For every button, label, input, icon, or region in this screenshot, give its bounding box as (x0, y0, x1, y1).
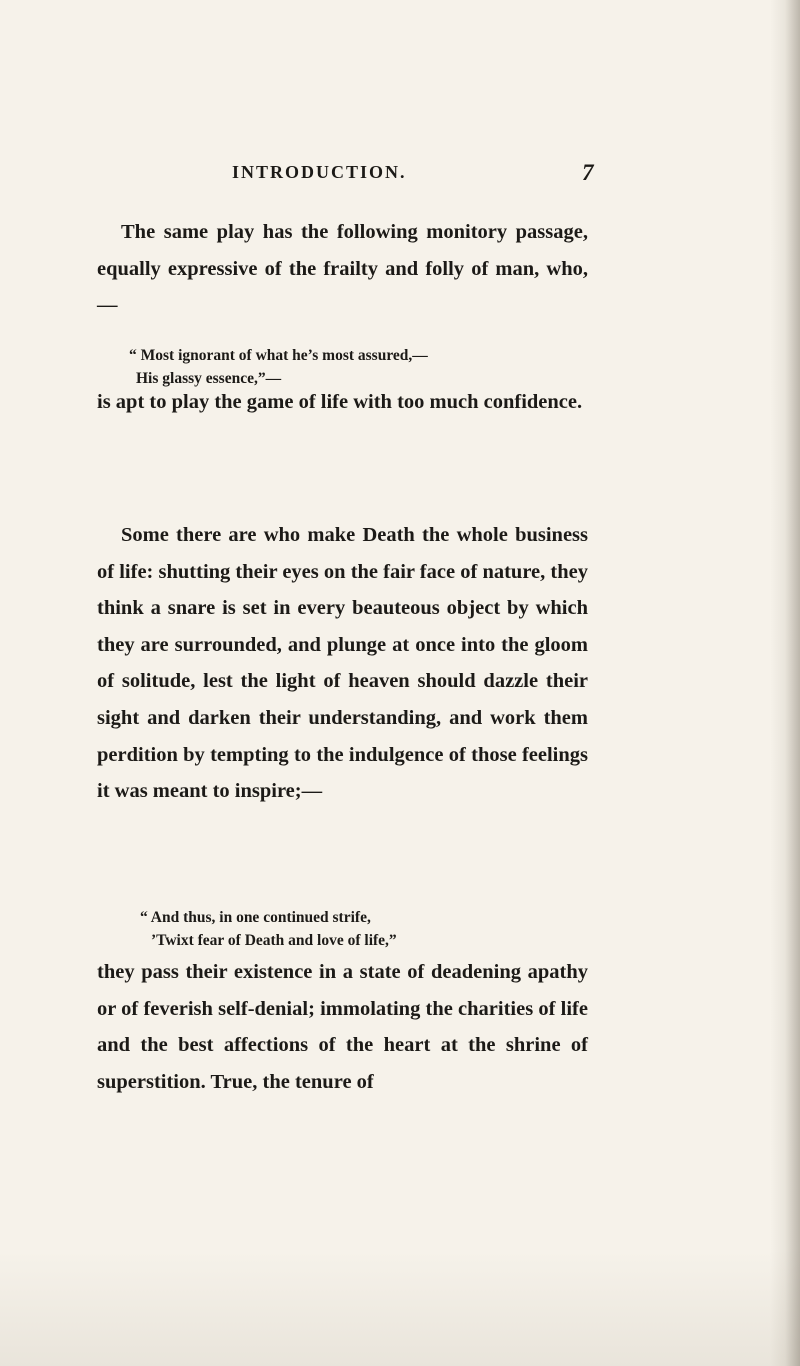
paragraph-2: is apt to play the game of life with too much confidence. (97, 391, 583, 413)
running-header (0, 162, 800, 192)
page-number: 7 (582, 160, 594, 185)
paragraph-1: The same play has the following monitory passage, equally expressive of the frailty and folly of man, who,— (97, 221, 588, 317)
quote-2-line-1: “ And thus, in one continued strife, (140, 909, 371, 926)
header-title: INTRODUCTION. (232, 162, 407, 182)
paragraph-4: they pass their existence in a state of deadening apathy or of feverish self-denial; immolating the charities of life and the best affections of the heart at the shrine of superstition. True, the tenure of (97, 961, 588, 1093)
block-quote-2 (140, 906, 397, 952)
quote-1-line-1: “ Most ignorant of what he’s most assured,— (129, 347, 428, 364)
quote-2-line-2: ’Twixt fear of Death and love of life,” (151, 932, 397, 949)
quote-1-line-2: His glassy essence,”— (136, 370, 282, 387)
paragraph-3: Some there are who make Death the whole business of life: shutting their eyes on the fair face of nature, they think a snare is set in every beauteous object by which they are surrounded, and plunge at once into the gloom of solitude, lest the light of heaven should dazzle their sight and darken their understanding, and work them perdition by tempting to the indulgence of those feelings it was meant to inspire;— (97, 524, 588, 803)
